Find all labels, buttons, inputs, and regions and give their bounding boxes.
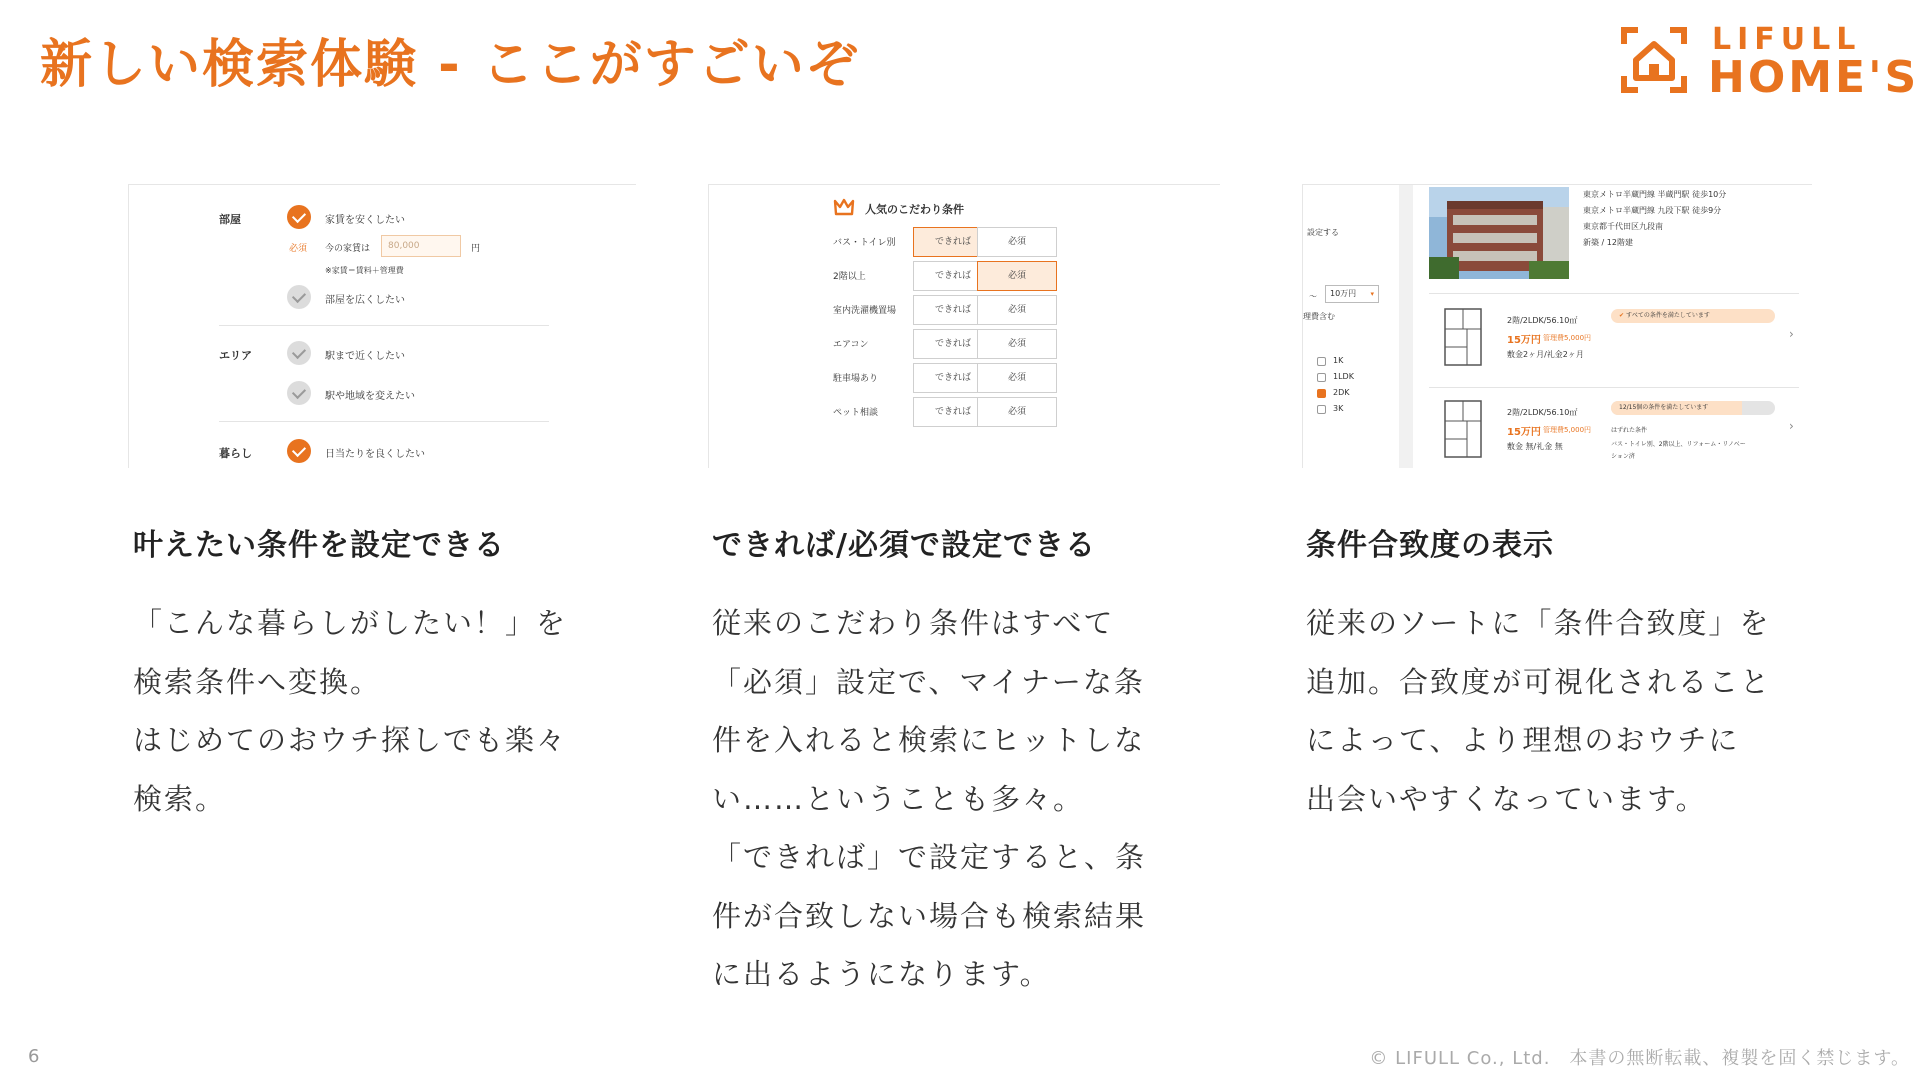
listing-floor: 2階/2LDK/56.10㎡ (1507, 316, 1578, 325)
feature-column-conditions (133, 520, 603, 828)
preferred-button[interactable]: できれば (913, 363, 993, 393)
building-info: 新築 / 12階建 (1583, 238, 1633, 247)
feature-body (133, 594, 603, 828)
match-progress-bar (1611, 401, 1775, 415)
check-icon[interactable] (287, 439, 311, 463)
missing-conditions-label: はずれた条件 (1611, 427, 1648, 434)
required-label: 必須 (289, 244, 308, 254)
item-wide-room: 部屋を広くしたい (325, 295, 405, 306)
building-photo (1429, 187, 1569, 279)
current-rent-label: 今の家賃は (325, 244, 371, 254)
logo-text-homes: HOME'S (1708, 52, 1920, 103)
brand-logo (1620, 22, 1920, 103)
price-select-value: 10万円 (1330, 289, 1357, 298)
feature-body (1306, 594, 1776, 828)
condition-settings-screenshot (128, 184, 636, 468)
feature-body-line: 検索条件へ変換。 (133, 664, 382, 699)
preference-row-label: 駐車場あり (833, 374, 879, 384)
divider (1429, 387, 1799, 388)
divider (219, 325, 549, 326)
preference-row-label: 2階以上 (833, 272, 866, 282)
preferred-button[interactable]: できれば (913, 261, 993, 291)
match-text: すべての条件を満たしています (1625, 312, 1710, 319)
set-button[interactable]: 設定する (1307, 228, 1339, 237)
feature-body-line: によって、より理想のおウチに (1306, 723, 1740, 757)
yen-unit: 円 (471, 244, 481, 254)
preference-row-label: ペット相談 (833, 408, 879, 418)
page-title: 新しい検索体験 - ここがすごいぞ (40, 35, 860, 95)
tilde-label: ～ (1309, 292, 1317, 301)
incl-fee-label: 理費含む (1303, 312, 1335, 321)
layout-label: 3K (1333, 404, 1344, 413)
feature-body-line: 従来のこだわり条件はすべて (712, 606, 1115, 640)
page-number: 6 (28, 1046, 40, 1067)
required-button[interactable]: 必須 (977, 261, 1057, 291)
layout-checkbox[interactable] (1317, 357, 1326, 366)
match-rate-screenshot (1302, 184, 1812, 468)
layout-checkbox[interactable] (1317, 405, 1326, 414)
house-logo-icon (1620, 26, 1688, 94)
layout-checkbox[interactable] (1317, 373, 1326, 382)
item-cheap-rent: 家賃を安くしたい (325, 215, 405, 226)
item-change-area: 駅や地域を変えたい (325, 391, 415, 402)
missing-conditions: バス・トイレ別、2階以上、リフォーム・リノベー (1611, 441, 1746, 448)
feature-body-line: 出会いやすくなっています。 (1306, 781, 1707, 816)
check-icon[interactable] (287, 381, 311, 405)
feature-body-line: 「こんな暮らしがしたい！」を (133, 606, 568, 640)
feature-body-line: 件を入れると検索にヒットしな (712, 723, 1146, 757)
rent-input[interactable]: 80,000 (381, 235, 461, 257)
preference-row-label: バス・トイレ別 (833, 238, 896, 248)
listing-fee: 管理費5,000円 (1543, 426, 1592, 434)
feature-heading: 条件合致度の表示 (1306, 528, 1554, 563)
required-button[interactable]: 必須 (977, 397, 1057, 427)
listing-rent: 15万円 (1507, 427, 1541, 438)
missing-conditions-cont: ション済 (1611, 453, 1635, 460)
chevron-right-icon[interactable]: › (1789, 327, 1794, 341)
preference-toggle-screenshot (708, 184, 1220, 468)
rent-note: ※家賃＝賃料＋管理費 (325, 266, 404, 275)
address: 東京都千代田区九段南 (1583, 222, 1663, 231)
listing-deposit: 敷金2ヶ月/礼金2ヶ月 (1507, 350, 1584, 359)
preferred-button[interactable]: できれば (913, 295, 993, 325)
feature-body (712, 594, 1182, 1004)
price-select[interactable] (1325, 285, 1379, 303)
preferred-button[interactable]: できれば (913, 227, 993, 257)
chevron-down-icon: ▾ (1370, 290, 1374, 298)
match-badge (1611, 309, 1775, 323)
access-line-1: 東京メトロ半蔵門線 半蔵門駅 徒歩10分 (1583, 190, 1727, 199)
preferred-button[interactable]: できれば (913, 329, 993, 359)
section-life-label: 暮らし (219, 447, 252, 460)
required-button[interactable]: 必須 (977, 227, 1057, 257)
item-near-station: 駅まで近くしたい (325, 351, 405, 362)
preference-row-label: エアコン (833, 340, 869, 350)
section-area-label: エリア (219, 349, 252, 362)
layout-checkbox[interactable] (1317, 389, 1326, 398)
feature-column-match-rate (1306, 520, 1776, 828)
layout-label: 1LDK (1333, 372, 1354, 381)
access-line-2: 東京メトロ半蔵門線 九段下駅 徒歩9分 (1583, 206, 1722, 215)
feature-body-line: 件が合致しない場合も検索結果 (712, 898, 1147, 933)
listing-deposit: 敷金 無/礼金 無 (1507, 442, 1563, 451)
feature-body-line: 「必須」設定で、マイナーな条 (712, 664, 1145, 699)
check-icon[interactable] (287, 205, 311, 229)
popular-conditions-heading: 人気のこだわり条件 (865, 203, 964, 216)
required-button[interactable]: 必須 (977, 329, 1057, 359)
feature-body-line: 追加。合致度が可視化されること (1306, 664, 1772, 699)
check-icon[interactable] (287, 285, 311, 309)
sidebar-gutter (1399, 185, 1413, 468)
chevron-right-icon[interactable]: › (1789, 419, 1794, 433)
feature-body-line: はじめてのおウチ探しでも楽々 (133, 723, 568, 757)
divider (1429, 293, 1799, 294)
listing-rent: 15万円 (1507, 335, 1541, 346)
required-button[interactable]: 必須 (977, 363, 1057, 393)
crown-icon (833, 197, 855, 217)
section-room-label: 部屋 (219, 213, 241, 226)
feature-body-line: い……ということも多々。 (712, 781, 1085, 816)
required-button[interactable]: 必須 (977, 295, 1057, 325)
feature-body-line: 「できれば」で設定すると、条 (712, 840, 1147, 874)
match-text: 12/15個の条件を満たしています (1619, 404, 1709, 411)
logo-text-lifull: LIFULL (1712, 22, 1862, 57)
feature-heading: 叶えたい条件を設定できる (133, 528, 505, 563)
preference-row-label: 室内洗濯機置場 (833, 306, 897, 316)
listing-fee: 管理費5,000円 (1543, 334, 1592, 342)
feature-body-line: 検索。 (133, 781, 227, 816)
floorplan-icon (1443, 399, 1483, 459)
feature-body-line: に出るようになります。 (712, 957, 1051, 991)
copyright: © LIFULL Co., Ltd. 本書の無断転載、複製を固く禁じます。 (1369, 1048, 1910, 1069)
preferred-button[interactable]: できれば (913, 397, 993, 427)
feature-heading: できれば/必須で設定できる (712, 528, 1096, 563)
listing-floor: 2階/2LDK/56.10㎡ (1507, 408, 1578, 417)
layout-label: 1K (1333, 356, 1344, 365)
layout-label: 2DK (1333, 388, 1350, 397)
floorplan-icon (1443, 307, 1483, 367)
check-icon: ✔ (1619, 312, 1625, 319)
divider (219, 421, 549, 422)
feature-column-preference (712, 520, 1182, 1004)
feature-body-line: 従来のソートに「条件合致度」を (1306, 606, 1771, 640)
check-icon[interactable] (287, 341, 311, 365)
item-sunlight: 日当たりを良くしたい (325, 449, 425, 460)
